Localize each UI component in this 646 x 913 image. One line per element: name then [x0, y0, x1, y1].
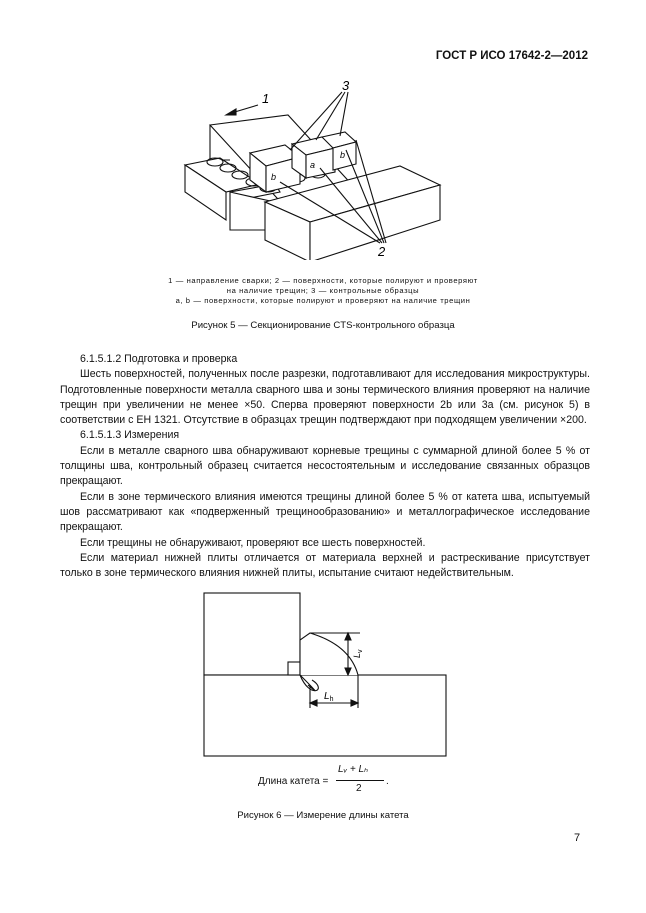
section-6-1-5-1-3-heading: 6.1.5.1.3 Измерения	[80, 429, 180, 442]
lv-label: L	[352, 652, 362, 658]
formula-prefix: Длина катета =	[258, 776, 329, 787]
lv-subscript: v	[357, 649, 364, 653]
figure-5-label-2: 2	[378, 244, 386, 259]
body-text	[60, 352, 590, 581]
figure-6-title: Рисунок 6 — Измерение длины катета	[237, 810, 409, 821]
paragraph-preparation: Шесть поверхностей, полученных после разрезки, подготавливают для исследования микроструктуры. Подготовленные поверхности металла сварного шва и зоны термического влияния проверяют на наличие трещин при увеличении не менее ×50. Сперва проверяют поверхности 2b или 3a (см. рисунок 5) в соответствии с ЕН 1321. Отсутствие в образцах трещин подтверждают при подходящем увеличении ×200.	[60, 368, 590, 427]
paragraph-weld-cracks: Если в металле сварного шва обнаруживают корневые трещины с суммарной длиной более 5 % от толщины шва, контрольный образец считается несостоятельным и исследование связанных образцов прекращают.	[60, 444, 590, 488]
figure-5-label-3: 3	[342, 80, 350, 93]
figure-5-title: Рисунок 5 — Секционирование CTS-контрольного образца	[191, 320, 455, 331]
document-header: ГОСТ Р ИСО 17642-2—2012	[435, 50, 588, 62]
paragraph-lower-plate: Если материал нижней плиты отличается от материала верхней и растрескивание присутствует только в зоне термического влияния нижней плиты, испытание считают недействительным.	[60, 551, 590, 580]
section-6-1-5-1-2-heading: 6.1.5.1.2 Подготовка и проверка	[80, 353, 238, 365]
formula-denominator: 2	[356, 783, 362, 794]
figure-6-drawing	[200, 590, 450, 760]
figure-5-legend-line-2: на наличие трещин; 3 — контрольные образцы	[226, 286, 420, 295]
paragraph-no-cracks: Если трещины не обнаруживают, проверяют все шесть поверхностей.	[80, 536, 426, 549]
figure-5-label-b1: b	[271, 172, 277, 182]
figure-5-label-b2: b	[340, 150, 346, 160]
figure-5-legend-line-3: a, b — поверхности, которые полируют и проверяют на наличие трещин	[175, 296, 471, 305]
lh-label: L	[324, 691, 330, 702]
page-number: 7	[574, 832, 581, 844]
formula-end: .	[386, 776, 389, 787]
figure-5-legend-line-1: 1 — направление сварки; 2 — поверхности, которые полируют и проверяют	[168, 276, 478, 285]
figure-5-drawing	[170, 80, 470, 260]
figure-5-label-a: a	[310, 160, 316, 170]
figure-5-label-1: 1	[262, 91, 270, 106]
lh-subscript: h	[329, 696, 334, 703]
formula-numerator: Lᵥ + Lₕ	[338, 764, 369, 775]
svg-text:Lv	[352, 649, 364, 658]
paragraph-haz-cracks: Если в зоне термического влияния имеются трещины длиной более 5 % от катета шва, испытуемый шов рассматривают как «подверженный трещинообразованию» и металлографическое исследование прекращают.	[60, 490, 590, 534]
